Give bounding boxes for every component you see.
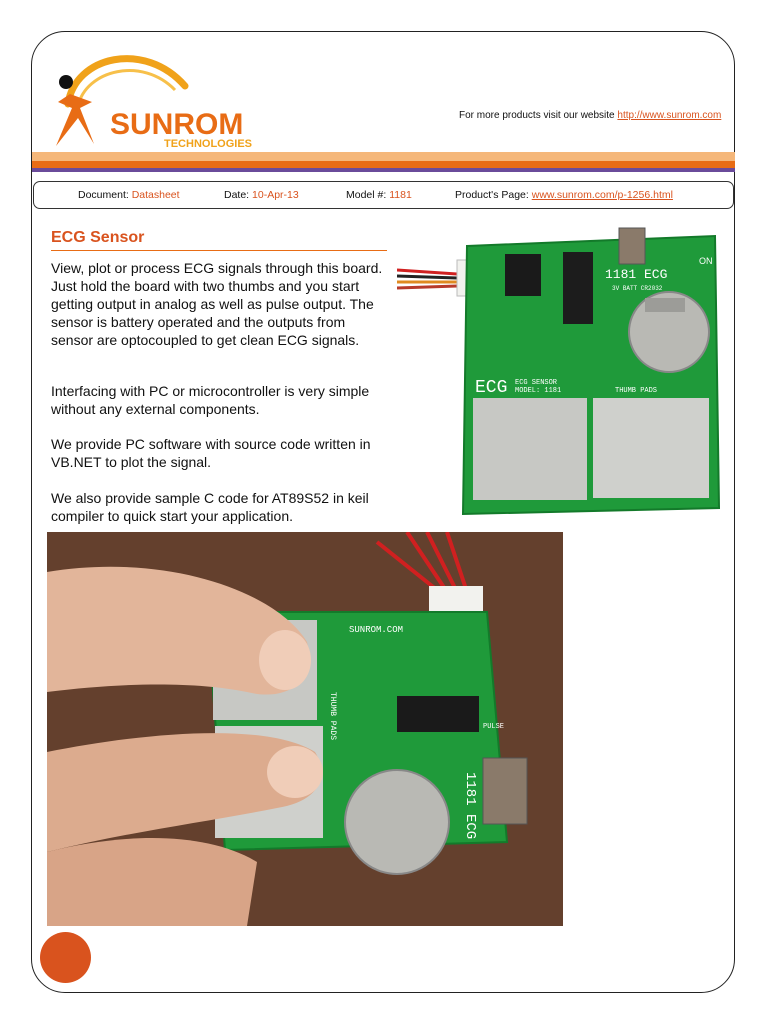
pcb2-thumb-pads-text: THUMB PADS (328, 692, 337, 741)
meta-model-value: 1181 (389, 189, 412, 201)
website-prompt: For more products visit our website (459, 110, 615, 121)
document-meta-bar (33, 181, 734, 209)
website-line (459, 110, 721, 121)
pcb2-pulse-text: PULSE (483, 723, 505, 731)
logo-tagline: TECHNOLOGIES (164, 138, 253, 150)
section-heading: ECG Sensor (51, 229, 145, 246)
header-band-orange (32, 161, 735, 168)
hand-holding-board-photo (47, 532, 563, 926)
meta-product-page (455, 189, 673, 201)
pcb-sensor-label: ECG SENSOR (515, 379, 558, 387)
meta-date-label: Date: (224, 189, 250, 201)
meta-document (78, 189, 180, 201)
heading-underline (51, 250, 387, 251)
website-link[interactable]: http://www.sunrom.com (617, 110, 722, 121)
paragraph-sample-code: We also provide sample C code for AT89S52 in keil compiler to quick start your application. (51, 490, 369, 524)
header-band-light (32, 152, 735, 161)
pcb-battery-text: 3V BATT CR2032 (612, 285, 663, 292)
logo-arc-inner (78, 71, 175, 106)
meta-document-value: Datasheet (131, 189, 180, 201)
pcb2-site-text: SUNROM.COM (349, 625, 404, 635)
header-band-purple (32, 168, 735, 172)
thumb-pad-left (473, 398, 587, 500)
pcb-ecg-label: ECG (475, 378, 508, 398)
thumb-pad-right (593, 398, 709, 498)
meta-document-label: Document: (78, 189, 129, 201)
logo-arc (68, 59, 185, 104)
paragraph-interfacing: Interfacing with PC or microcontroller is very simple without any external components. (51, 383, 370, 417)
pcb-title-text: 1181 ECG (605, 267, 668, 282)
meta-model-label: Model #: (346, 189, 387, 201)
meta-product-page-label: Product's Page: (455, 189, 529, 201)
logo-head (59, 75, 73, 89)
logo-figure (56, 94, 94, 146)
meta-product-page-link[interactable]: www.sunrom.com/p-1256.html (531, 189, 673, 201)
meta-model (346, 189, 412, 201)
palm (47, 838, 257, 926)
paragraph-software: We provide PC software with source code written in VB.NET to plot the signal. (51, 436, 371, 470)
meta-date (224, 189, 299, 201)
pcb-thumb-pads-label: THUMB PADS (615, 387, 658, 395)
pcb-on-text: ON (699, 256, 713, 266)
page-marker-circle (40, 932, 91, 983)
pcb-model-label: MODEL: 1181 (515, 387, 562, 395)
ecg-board-photo (397, 222, 727, 518)
meta-date-value: 10-Apr-13 (252, 189, 299, 201)
sunrom-logo (50, 46, 290, 150)
pcb2-title-text: 1181 ECG (462, 772, 478, 840)
paragraph-intro: View, plot or process ECG signals through this board. Just hold the board with two thumbs and you start getting output in analog as well as pulse output. The sensor is battery operated and the outputs from sensor are optocoupled to get clean ECG signals. (51, 260, 383, 348)
logo-name: SUNROM (110, 108, 244, 141)
